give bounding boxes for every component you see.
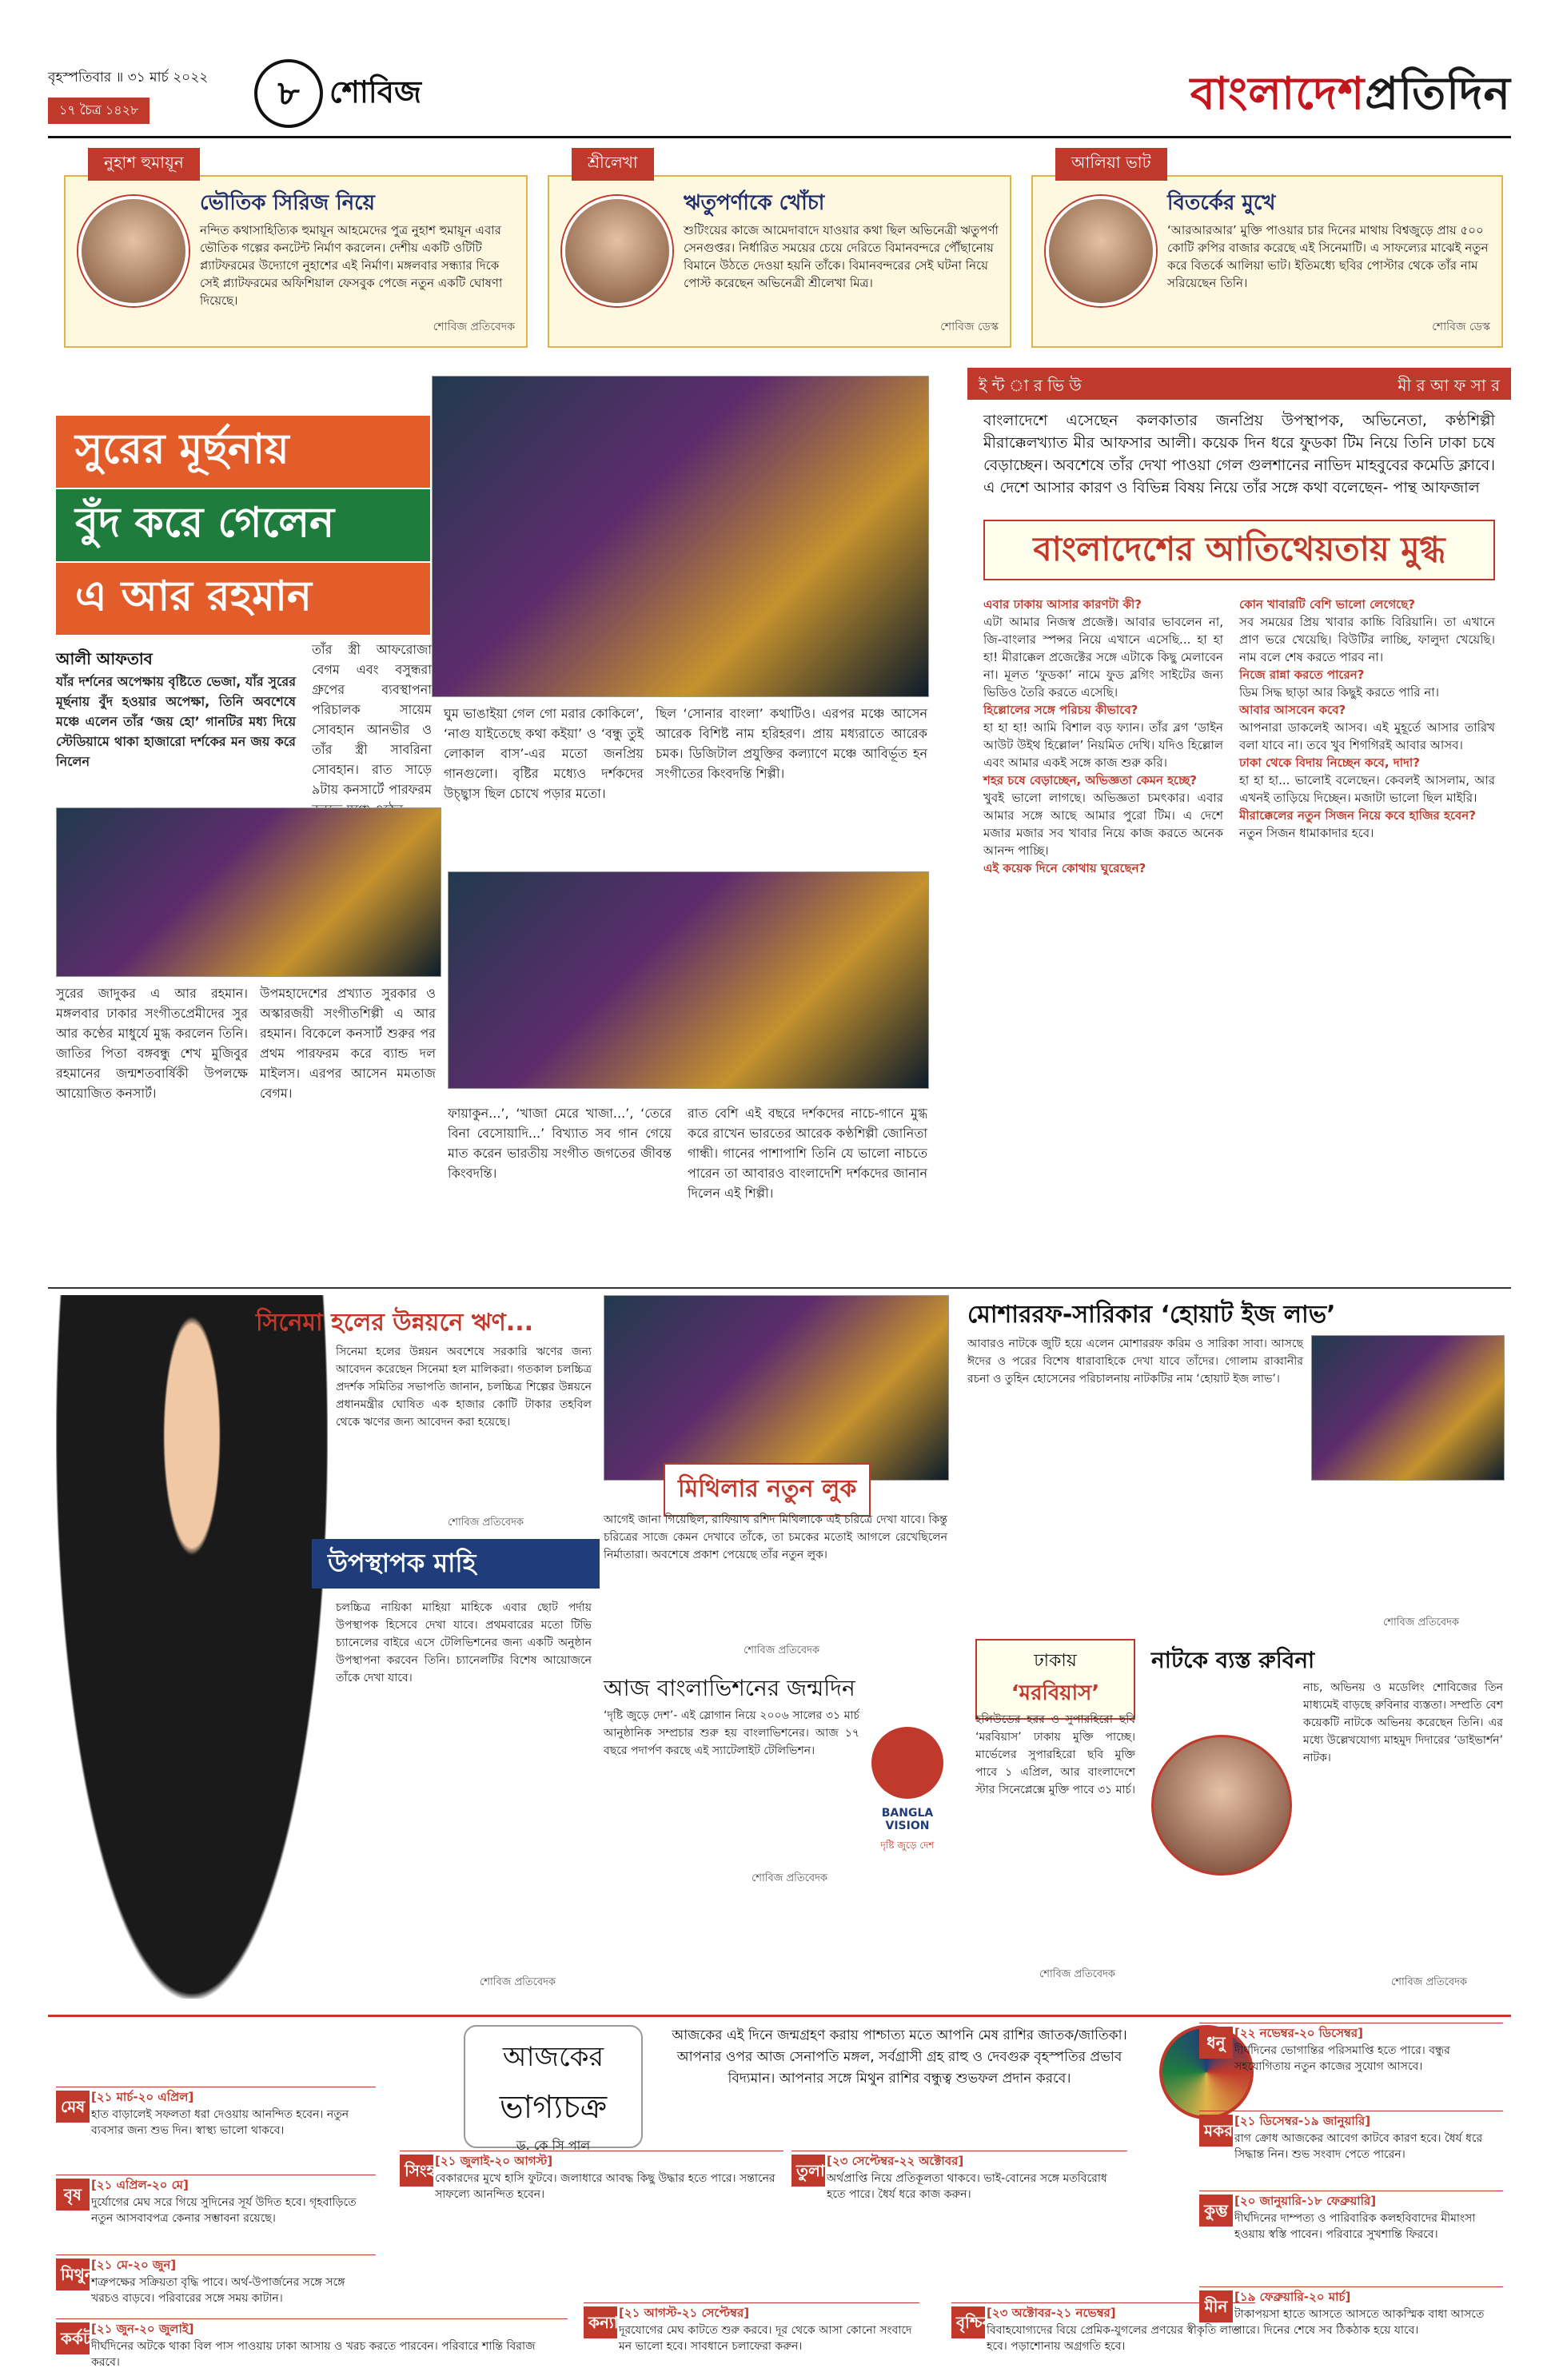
morbius-title-box <box>975 1639 1135 1720</box>
mithila-text: আগেই জানা গিয়েছিল, রাফিয়াথ রশিদ মিথিলাকে এই চরিত্রে দেখা যাবে। কিন্তু চরিত্রের সাজে কেমন দেখাবে তাঁকে, তা চমকের মতোই আগলে রেখেছিলেন নির্মাতারা। অবশেষে প্রকাশ পেয়েছে তাঁর নতুন লুক। <box>604 1513 947 1561</box>
horoscope-sign <box>400 2151 783 2228</box>
btv-title: আজ বাংলাভিশনের জন্মদিন <box>604 1675 855 1701</box>
celeb-byline: শোবিজ প্রতিবেদক <box>433 321 515 333</box>
rubina-text: নাচ, অভিনয় ও মডেলিং শোবিজের তিন মাধ্যমেই বাড়ছে রুবিনার ব্যস্ততা। সম্প্রতি বেশ কয়েকটি নাটকে অভিনয় করেছেন তিনি। এর মধ্যে উল্লেখযোগ্য মাহমুদ দিদারের ‘ডাইভার্শন’ নাটক। <box>1303 1681 1503 1764</box>
section-title: শোবিজ <box>329 74 421 110</box>
date-bangla: ১৭ চৈত্র ১৪২৮ <box>48 98 150 124</box>
horoscope-sign <box>1199 2286 1503 2364</box>
interview-tag: ই ন্ট া র ভি উ <box>979 376 1082 395</box>
mithila-byline: শোবিজ প্রতিবেদক <box>744 1644 820 1656</box>
morbius-title-2: ‘মরবিয়াস’ <box>1011 1681 1100 1705</box>
sign-dates: [২০ জানুয়ারি-১৮ ফেব্রুয়ারি] <box>1234 2194 1377 2208</box>
morbius-text: হলিউডের হরর ও সুপারহিরো ছবি ‘মরবিয়াস’ ঢাকায় মুক্তি পাচ্ছে। মার্ভেলের সুপারহিরো ছবি মুক্তি পাবে ১ এপ্রিল, আর বাংলাদেশে স্টার সিনেপ্লেক্সে মুক্তি পাবে ৩১ মার্চ। <box>975 1713 1135 1796</box>
answer: আপনারা ডাকলেই আসব। এই মুহূর্তে আসার তারিখ বলা যাবে না। তবে খুব শিগগিরই আবার আসব। <box>1239 720 1495 752</box>
mosharraf-title: মোশাররফ-সারিকার ‘হোয়াট ইজ লাভ’ <box>967 1301 1336 1329</box>
celeb-headline: ঋতুপর্ণাকে খোঁচা <box>684 191 825 215</box>
horoscope-sign <box>584 2302 919 2380</box>
interview-name-tag: মী র আ ফ সা র <box>1398 376 1500 395</box>
btv-text: ‘দৃষ্টি জুড়ে দেশ’- এই স্লোগান নিয়ে ২০০৬ সালের ৩১ মার্চ আনুষ্ঠানিক সম্প্রচার শুরু হয় বাংলাভিশনের। আজ ১৭ বছরে পদার্পণ করছে এই স্যাটেলাইট টেলিভিশন। <box>604 1709 859 1757</box>
btv-byline: শোবিজ প্রতিবেদক <box>752 1872 828 1884</box>
question: হিল্লোলের সঙ্গে পরিচয় কীভাবে? <box>983 703 1138 717</box>
answer: ডিম সিদ্ধ ছাড়া আর কিছুই করতে পারি না। <box>1239 685 1439 700</box>
horoscope-title-1: আজকের <box>502 2041 604 2073</box>
horoscope-sign <box>1199 2023 1503 2100</box>
page-number: ৮ <box>254 59 323 128</box>
morbius-title-1: ঢাকায় <box>1034 1651 1077 1671</box>
horoscope-sign <box>56 2175 376 2252</box>
sign-dates: [২১ মে-২০ জুন] <box>91 2258 177 2272</box>
sign-name: কুম্ভ <box>1199 2195 1233 2227</box>
rahman-col: ঘুম ভাঙাইয়া গেল গো মরার কোকিলে’, ‘নাগু যাইতেছে কথা কইয়া’ ও ‘বন্ধু তুই লোকাল বাস’-এর মতো জনপ্রিয় গানগুলো। বৃষ্টির মধ্যেও দর্শকদের উচ্ছ্বাস ছিল চোখে পড়ার মতো। <box>444 706 644 801</box>
sign-dates: [২৩ সেপ্টেম্বর-২২ অক্টোবর] <box>827 2154 964 2168</box>
celeb-text: নন্দিত কথাসাহিত্যিক হুমায়ূন আহমেদের পুত্র নুহাশ হুমায়ূন এবার ভৌতিক গল্পের কনটেন্ট নির্মাণ করলেন। দেশীয় একটি ওটিটি প্ল্যাটফরমের উদ্যোগে নুহাশের এই নির্মাণ। মঙ্গলবার সন্ধ্যার দিকে সেই প্ল্যাটফরমের অফিশিয়াল ফেসবুক পেজে নতুন একটি ঘোষণা দিয়েছে। <box>200 223 503 308</box>
answer: এটা আমার নিজস্ব প্রজেক্ট। আবার ভাবলেন না, জি-বাংলার স্পন্সর নিয়ে এখানে এসেছি... হা হা হা! মীরাক্কেল প্রজেক্টের সঙ্গে এটাকে কিছু মেলাবেন না। মূলত ‘ফুডকা’ নামে ফুড ব্লগিং সাইটের জন্য ভিডিও তৈরি করতে এসেছি। <box>983 615 1223 700</box>
sign-text: দুর্যোগের মেঘ সরে গিয়ে সুদিনের সূর্য উদিত হবে। গৃহবাড়িতে নতুন আসবাবপত্র কেনার সম্ভাবনা রয়েছে। <box>91 2196 357 2225</box>
sign-dates: [২১ ডিসেম্বর-১৯ জানুয়ারি] <box>1234 2114 1371 2128</box>
question: শহর চষে বেড়াচ্ছেন, অভিজ্ঞতা কেমন হচ্ছে? <box>983 773 1197 787</box>
celeb-byline: শোবিজ ডেস্ক <box>940 321 999 333</box>
interview-col-right <box>1239 596 1495 842</box>
sign-dates: [২২ নভেম্বর-২০ ডিসেম্বর] <box>1234 2026 1363 2040</box>
cinema-title: সিনেমা হলের উন্নয়নে ঋণ... <box>256 1309 533 1337</box>
celeb-text: ‘আরআরআর’ মুক্তি পাওয়ার চার দিনের মাথায় বিশ্বজুড়ে প্রায় ৫০০ কোটি রুপির বাজার করেছে এই সিনেমাটি। এ সাফল্যের মাঝেই নতুন করে বিতর্কে আলিয়া ভাট। ইতিমধ্যে ছবির পোস্টার থেকে তাঁর নাম সরিয়েছেন তিনি। <box>1167 223 1489 290</box>
concert-photo-dancers <box>56 807 441 977</box>
btv-logo-text: BANGLA VISION <box>881 1807 934 1832</box>
interview-section <box>967 368 1511 1271</box>
sign-text: বিবাহযোগ্যদের বিয়ে প্রেমিক-যুগলের প্রণয়ের স্বীকৃতি লাভ হবে। পড়াশোনায় অগ্রগতি হবে। <box>987 2324 1240 2353</box>
rahman-col: সুরের জাদুকর এ আর রহমান। মঙ্গলবার ঢাকার সংগীতপ্রেমীদের সুর আর কণ্ঠের মাধুর্যে মুগ্ধ করলেন তিনি। জাতির পিতা বঙ্গবন্ধু শেখ মুজিবুর রহমানের জন্মশতবার্ষিকী উপলক্ষে আয়োজিত কনসার্ট। <box>56 986 248 1101</box>
logo-part-b: প্রতিদিন <box>1365 68 1511 120</box>
interview-col-left <box>983 596 1223 877</box>
question: মীরাক্কেলের নতুন সিজন নিয়ে কবে হাজির হবেন? <box>1239 808 1476 823</box>
celeb-photo <box>562 196 672 306</box>
horoscope-sign <box>791 2151 1127 2228</box>
rubina-title: নাটকে ব্যস্ত রুবিনা <box>1151 1647 1315 1673</box>
question: আবার আসবেন কবে? <box>1239 703 1346 717</box>
celeb-photo <box>1046 196 1156 306</box>
answer: সব সময়ের প্রিয় খাবার কাচ্চি বিরিয়ানি। তা এখানে প্রাণ ভরে খেয়েছি। বিউটির লাচ্ছি, ফালুদা খেয়েছি। নাম বলে শেষ করতে পারব না। <box>1239 615 1495 664</box>
celeb-name: আলিয়া ভাট <box>1055 148 1167 181</box>
sign-text: টাকাপয়সা হাতে আসতে আসতে আকস্মিক বাধা আসতে পারে। দিনের শেষে সব ঠিকঠাক হয়ে যাবে। <box>1234 2308 1485 2337</box>
author: আলী আফতাব <box>56 649 153 668</box>
question: এবার ঢাকায় আসার কারণটা কী? <box>983 597 1142 612</box>
rubina-byline: শোবিজ প্রতিবেদক <box>1391 1976 1468 1988</box>
divider <box>48 1287 1511 1289</box>
sign-name: বৃশ্চিক <box>951 2306 985 2338</box>
celeb-name: শ্রীলেখা <box>572 148 654 181</box>
mithila-photo <box>604 1295 949 1481</box>
sign-name: মিথুন <box>56 2258 90 2290</box>
horoscope-sign <box>56 2318 568 2369</box>
sign-name: কন্যা <box>584 2306 617 2338</box>
mahi-photo <box>56 1295 328 1999</box>
concert-photo-stage <box>448 871 929 1089</box>
celeb-text: শুটিংয়ের কাজে আমেদাবাদে যাওয়ার কথা ছিল অভিনেত্রী ঋতুপর্ণা সেনগুপ্তর। নির্ধারিত সময়ের চেয়ে দেরিতে বিমানবন্দরে পৌঁছানোয় বিমানে উঠতে দেওয়া হয়নি তাঁকে। বিমানবন্দরের সেই ঘটনা নিয়ে পোস্ট করেছেন অভিনেত্রী শ্রীলেখা মিত্র। <box>684 223 999 290</box>
sign-dates: [২৩ অক্টোবর-২১ নভেম্বর] <box>987 2306 1116 2320</box>
mosharraf-photo <box>1311 1335 1505 1481</box>
rahman-headline-2: বুঁদ করে গেলেন <box>56 489 430 561</box>
btv-slogan: দৃষ্টি জুড়ে দেশ <box>880 1840 935 1851</box>
interview-lead: বাংলাদেশে এসেছেন কলকাতার জনপ্রিয় উপস্থাপক, অভিনেতা, কণ্ঠশিল্পী মীরাক্কেলখ্যাত মীর আফসার আলী। কয়েক দিন ধরে ফুডকা টিম নিয়ে তিনি ঢাকা চষে বেড়াচ্ছেন। অবশেষে তাঁর দেখা পাওয়া গেল গুলশানের নাভিদ মাহবুবের কমেডি ক্লাবে। এ দেশে আসার কারণ ও বিভিন্ন বিষয় নিয়ে তাঁর সঙ্গে কথা বলেছেন- পান্থ আফজাল <box>983 412 1496 496</box>
rahman-col: উপমহাদেশের প্রখ্যাত সুরকার ও অস্কারজয়ী সংগীতশিল্পী এ আর রহমান। বিকেলে কনসার্ট শুরুর পর প্রথম পারফরম করে ব্যান্ড দল মাইলস। এরপর আসেন মমতাজ বেগম। <box>260 986 436 1101</box>
sign-name: তুলা <box>791 2155 825 2187</box>
interview-title: বাংলাদেশের আতিথেয়তায় মুগ্ধ <box>983 520 1495 580</box>
mahi-title: উপস্থাপক মাহি <box>312 1539 600 1589</box>
celeb-headline: ভৌতিক সিরিজ নিয়ে <box>200 191 375 215</box>
rahman-intro: যাঁর দর্শনের অপেক্ষায় বৃষ্টিতে ভেজা, যাঁর সুরের মূর্ছনায় বুঁদ হওয়ার অপেক্ষা, তিনি অবশেষে মঞ্চে এলেন তাঁর ‘জয় হো’ গানটির মধ্য দিয়ে স্টেডিয়ামে থাকা হাজারো দর্শকের মন জয় করে নিলেন <box>56 674 296 769</box>
sign-name: সিংহ <box>400 2155 433 2187</box>
rahman-headline-1: সুরের মূর্ছনায় <box>56 416 430 488</box>
banglavision-logo-icon <box>871 1727 943 1799</box>
rahman-col: তাঁর স্ত্রী আফরোজা বেগম এবং বসুন্ধরা গ্রুপের ব্যবস্থাপনা পরিচালক সায়েম সোবহান আনভীর ও তাঁর স্ত্রী সাবরিনা সোবহান। রাত সাড়ে ৯টায় কনসার্টে পারফরম <box>312 642 432 797</box>
interview-tag-bar <box>967 368 1511 400</box>
answer: নতুন সিজন ধামাকাদার হবে। <box>1239 826 1374 840</box>
cinema-byline: শোবিজ প্রতিবেদক <box>448 1517 524 1529</box>
sign-text: শত্রুপক্ষের সক্রিয়তা বৃদ্ধি পাবে। অর্থ-উপার্জনের সঙ্গে সঙ্গে খরচও বাড়বে। পরিবারের সঙ্গে সময় কাটান। <box>91 2276 345 2305</box>
celeb-headline: বিতর্কের মুখে <box>1167 191 1276 215</box>
rubina-photo <box>1151 1735 1292 1876</box>
answer: হা হা হা! আমি বিশাল বড় ফ্যান। তাঁর ব্লগ ‘ডাইন আউট উইথ হিল্লোল’ নিয়মিত দেখি। যদিও হিল্লোল এবং আমার একই সঙ্গে কাজ শুরু করি। <box>983 720 1224 770</box>
rahman-col: রাত বেশি এই বছরে দর্শকদের নাচে-গানে মুগ্ধ করে রাখেন ভারতের আরেক কণ্ঠশিল্পী জোনিতা গান্ধী। গানের পাশাপাশি তিনি যে ভালো নাচতে পারেন তা আবারও বাংলাদেশি দর্শকদের জানান দিলেন এই শিল্পী। <box>688 1106 927 1201</box>
cinema-text: সিনেমা হলের উন্নয়ন অবশেষে সরকারি ঋণের জন্য আবেদন করেছেন সিনেমা হল মালিকরা। গতকাল চলচ্চিত্র প্রদর্শক সমিতির সভাপতি জানান, চলচ্চিত্র শিল্পের উন্নয়নে প্রধানমন্ত্রীর ঘোষিত এক হাজার কোটি টাকার তহবিল থেকে ঋণের জন্য আবেদন করা হয়েছে। <box>336 1345 592 1429</box>
horoscope-sign <box>56 2087 376 2164</box>
logo-part-a: বাংলাদেশ <box>1190 68 1366 120</box>
date-line: বৃহস্পতিবার ॥ ৩১ মার্চ ২০২২ <box>48 70 209 86</box>
sign-name: মেষ <box>56 2091 90 2123</box>
horoscope-title-box <box>464 2025 643 2153</box>
masthead-logo <box>1190 59 1511 134</box>
horoscope-intro: আজকের এই দিনে জন্মগ্রহণ করায় পাশ্চাত্য মতে আপনি মেষ রাশির জাতক/জাতিকা। আপনার ওপর আজ সেনাপতি মঙ্গল, সর্বগ্রাসী গ্রহ রাহু ও দেবগুরু বৃহস্পতির প্রভাব বিদ্যমান। আপনার সঙ্গে মিথুন রাশির বন্ধুত্ব শুভফল প্রদান করবে। <box>672 2027 1127 2087</box>
rahman-col: ফায়াকুন...’, ‘খাজা মেরে খাজা...’, ‘তেরে বিনা বেসোয়াদি...’ বিখ্যাত সব গান গেয়ে মাত করেন ভারতীয় সংগীত জগতের জীবন্ত কিংবদন্তি। <box>448 1106 672 1181</box>
sign-name: ধনু <box>1199 2027 1233 2059</box>
rahman-col: ছিল ‘সোনার বাংলা’ কথাটিও। এরপর মঞ্চে আসেন আরেক বিশিষ্ট নাম হরিহরণ। প্রায় মধ্যরাতে আরেক চমক। ডিজিটাল প্রযুক্তির কল্যাণে মঞ্চে আবির্ভূত হন সংগীতের কিংবদন্তি শিল্পী। <box>656 706 927 781</box>
sign-dates: [২১ এপ্রিল-২০ মে] <box>91 2178 189 2192</box>
answer: হা হা হা... ভালোই বলেছেন। কেবলই আসলাম, আর এখনই তাড়িয়ে দিচ্ছেন। মজাটা ভালো ছিল মাইরি। <box>1239 773 1495 805</box>
sign-text: দূরযোগের মেঘ কাটতে শুরু করবে। দূর থেকে আসা কোনো সংবাদে মন ভালো হবে। সাবধানে চলাফেরা করুন। <box>619 2324 912 2353</box>
horoscope-sign <box>1199 2191 1503 2268</box>
mahi-byline: শোবিজ প্রতিবেদক <box>480 1976 556 1988</box>
mosharraf-text: আবারও নাটকে জুটি হয়ে এলেন মোশাররফ করিম ও সারিকা সাবা। আসছে ঈদের ও পরের বিশেষ ধারাবাহিকে দেখা যাবে তাঁদের। গোলাম রাব্বানীর রচনা ও তুহিন হোসেনের পরিচালনায় নাটকটির নাম ‘হোয়াট ইজ লাভ’। <box>967 1338 1303 1385</box>
celeb-byline: শোবিজ ডেস্ক <box>1432 321 1490 333</box>
celeb-box-nuhash <box>64 148 528 348</box>
sign-dates: [২১ মার্চ-২০ এপ্রিল] <box>91 2090 194 2104</box>
mahi-text: চলচ্চিত্র নায়িকা মাহিয়া মাহিকে এবার ছোট পর্দায় উপস্থাপক হিসেবে দেখা যাবে। প্রথমবারের মতো টিভি চ্যানেলের বাইরে এসে টেলিভিশনের জন্য একটি অনুষ্ঠান উপস্থাপনা করবেন তিনি। চ্যানেলটির বিশেষ আয়োজনে তাঁকে দেখা যাবে। <box>336 1601 592 1684</box>
sign-text: হাত বাড়ালেই সফলতা ধরা দেওয়ায় আনন্দিত হবেন। নতুন ব্যবসার জন্য শুভ দিন। স্বাস্থ্য ভালো থাকবে। <box>91 2108 349 2137</box>
sign-dates: [২১ জুন-২০ জুলাই] <box>91 2322 194 2336</box>
sign-name: মকর <box>1199 2115 1233 2147</box>
mithila-title: মিথিলার নতুন লুক <box>664 1463 871 1517</box>
sign-dates: [২১ আগস্ট-২১ সেপ্টেম্বর] <box>619 2306 750 2320</box>
sign-text: দীর্ঘদিনের দাম্পত্য ও পারিবারিক কলহবিবাদের মীমাংসা হওয়ায় স্বস্তি পাবেন। পরিবারে সুখশান্তি ফিরবে। <box>1234 2212 1476 2241</box>
morbius-byline: শোবিজ প্রতিবেদক <box>1039 1968 1116 1980</box>
sign-dates: [১৯ ফেব্রুয়ারি-২০ মার্চ] <box>1234 2290 1351 2304</box>
sign-name: মীন <box>1199 2290 1233 2322</box>
question: কোন খাবারটি বেশি ভালো লেগেছে? <box>1239 597 1416 612</box>
question: নিজে রান্না করতে পারেন? <box>1239 668 1365 682</box>
sign-text: বেকারদের মুখে হাসি ফুটবে। জলাধারে আবদ্ধ কিছু উদ্ধার হতে পারে। সন্তানের সাফল্যে আনন্দিত হবেন। <box>435 2172 776 2201</box>
horoscope-author: ড. কে সি পাল <box>516 2138 591 2153</box>
sign-name: বৃষ <box>56 2179 90 2211</box>
question: ঢাকা থেকে বিদায় নিচ্ছেন কবে, দাদা? <box>1239 755 1420 770</box>
celeb-box-alia <box>1031 148 1503 348</box>
rahman-headline-3: এ আর রহমান <box>56 563 430 635</box>
sign-text: দীর্ঘদিনের অটকে থাকা বিল পাস পাওয়ায় ঢাকা আসায় ও খরচ করতে পারবেন। পরিবারে শান্তি বিরাজ করবে। <box>91 2340 536 2369</box>
sign-dates: [২১ জুলাই-২০ আগস্ট] <box>435 2154 553 2168</box>
sign-name: কর্কট <box>56 2322 90 2354</box>
answer: খুবই ভালো লাগছে। অভিজ্ঞতা চমৎকার। এবার আমার সঙ্গে আছে আমার পুরো টিম। এ দেশে মজার মজার সব খাবার নিয়ে কাজ করতে অনেক আনন্দ পাচ্ছি। <box>983 791 1223 858</box>
sign-text: দীর্ঘদিনের ভোগান্তির পরিসমাপ্তি হতে পারে। বন্ধুর সহযোগিতায় নতুন কাজের সুযোগ আসবে। <box>1234 2044 1450 2073</box>
sign-text: রাগ ক্রোধ আজকের আবেগ কাটবে কারণ হবে। ধৈর্য ধরে সিদ্ধান্ত নিন। শুভ সংবাদ পেতে পারেন। <box>1234 2132 1483 2161</box>
horoscope-sign <box>1199 2111 1503 2188</box>
question: এই কয়েক দিনে কোথায় ঘুরেছেন? <box>983 861 1146 875</box>
celeb-photo <box>78 196 189 306</box>
celeb-name: নুহাশ হুমায়ূন <box>88 148 200 181</box>
page-header <box>48 56 1511 138</box>
horoscope-title-2: ভাগ্যচক্র <box>499 2089 608 2126</box>
sign-text: অর্থপ্রাপ্তি নিয়ে প্রতিকূলতা থাকবে। ভাই-বোনের সঙ্গে মতবিরোধ হতে পারে। ধৈর্য ধরে কাজ করুন। <box>827 2172 1107 2201</box>
mosharraf-byline: শোবিজ প্রতিবেদক <box>1383 1617 1460 1629</box>
concert-photo-main <box>432 376 929 697</box>
celeb-box-sreelekha <box>548 148 1011 348</box>
